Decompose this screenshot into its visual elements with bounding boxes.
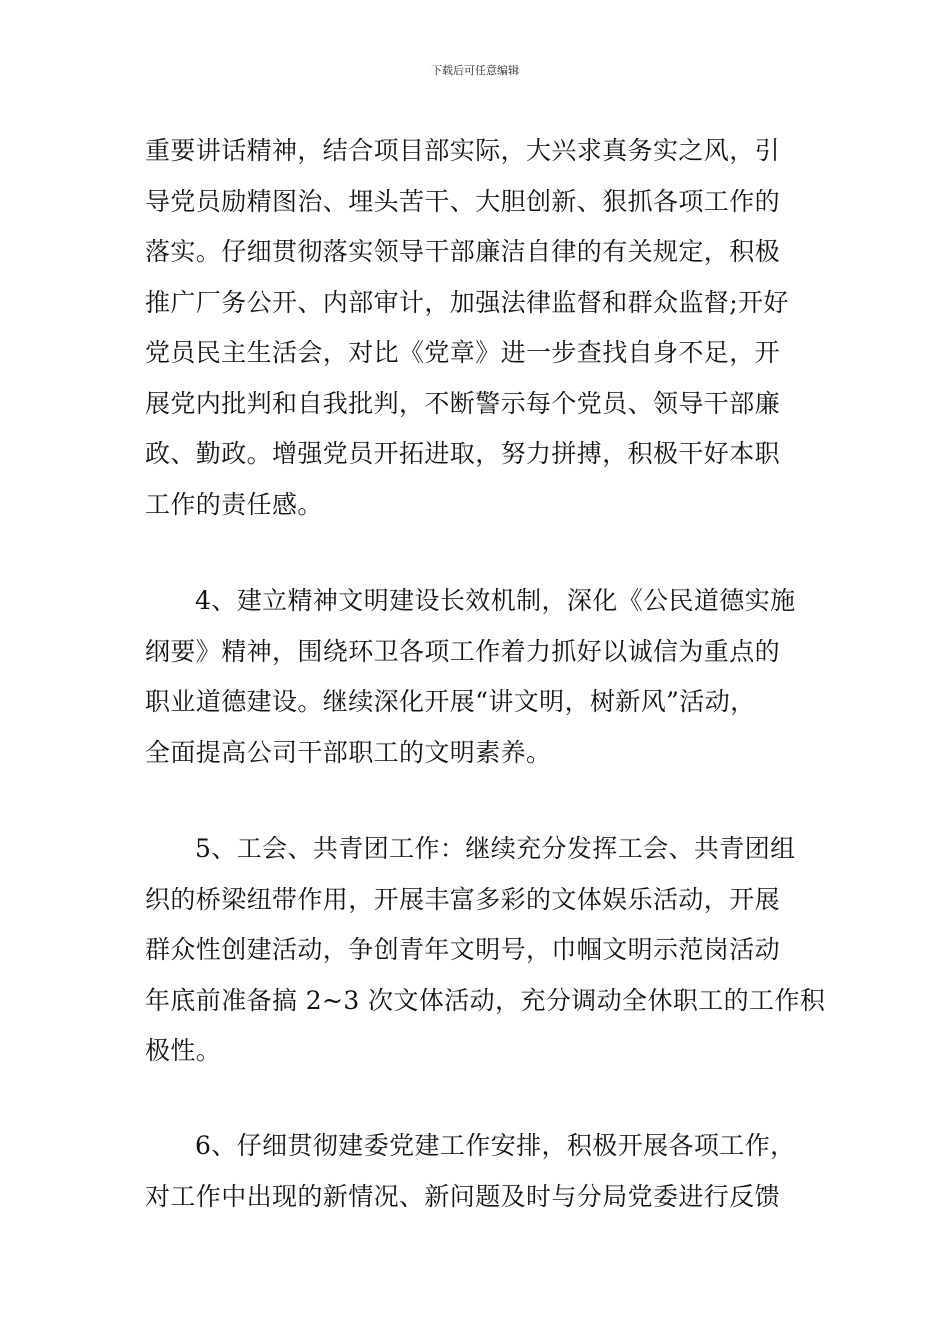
- paragraph-line: 纲要》精神，围绕环卫各项工作着力抓好以诚信为重点的: [145, 636, 781, 666]
- paragraph-line: 对工作中出现的新情况、新问题及时与分局党委进行反馈: [145, 1181, 781, 1211]
- paragraph-line: 展党内批判和自我批判，不断警示每个党员、领导干部廉: [145, 388, 781, 418]
- paragraph-line: 职业道德建设。继续深化开展“讲文明，树新风”活动，: [145, 687, 756, 716]
- paragraph-line: 5、工会、共青团工作：继续充分发挥工会、共青团组: [195, 834, 796, 863]
- paragraph-line: 4、建立精神文明建设长效机制，深化《公民道德实施: [195, 586, 796, 615]
- header-text: 下载后可任意编辑: [431, 64, 519, 77]
- paragraph-line: 工作的责任感。: [145, 489, 323, 519]
- paragraph-line: 6、仔细贯彻建委党建工作安排，积极开展各项工作，: [195, 1131, 796, 1160]
- paragraph-line: 全面提高公司干部职工的文明素养。: [145, 737, 552, 767]
- paragraph-line: 极性。: [145, 1036, 222, 1065]
- paragraph-line: 群众性创建活动，争创青年文明号，巾帼文明示范岗活动: [145, 935, 781, 964]
- page-header: [0, 64, 950, 78]
- paragraph-line: 织的桥梁纽带作用，开展丰富多彩的文体娱乐活动，开展: [145, 884, 781, 914]
- paragraph-1: [145, 126, 807, 530]
- paragraph-2: [145, 576, 807, 778]
- paragraph-line: 政、勤政。增强党员开拓进取，努力拼搏，积极干好本职: [145, 439, 781, 468]
- paragraph-line: 年底前准备搞 2~3 次文体活动，充分调动全休职工的工作积: [145, 985, 826, 1015]
- paragraph-line: 党员民主生活会，对比《党章》进一步查找自身不足，开: [145, 338, 781, 367]
- paragraph-line: 导党员励精图治、埋头苦干、大胆创新、狠抓各项工作的: [145, 186, 781, 216]
- paragraph-line: 落实。仔细贯彻落实领导干部廉洁自律的有关规定，积极: [145, 237, 781, 266]
- paragraph-4: [145, 1121, 807, 1222]
- paragraph-line: 重要讲话精神，结合项目部实际，大兴求真务实之风，引: [145, 136, 781, 165]
- paragraph-3: [145, 824, 826, 1077]
- paragraph-line: 推广厂务公开、内部审计，加强法律监督和群众监督;开好: [145, 287, 789, 317]
